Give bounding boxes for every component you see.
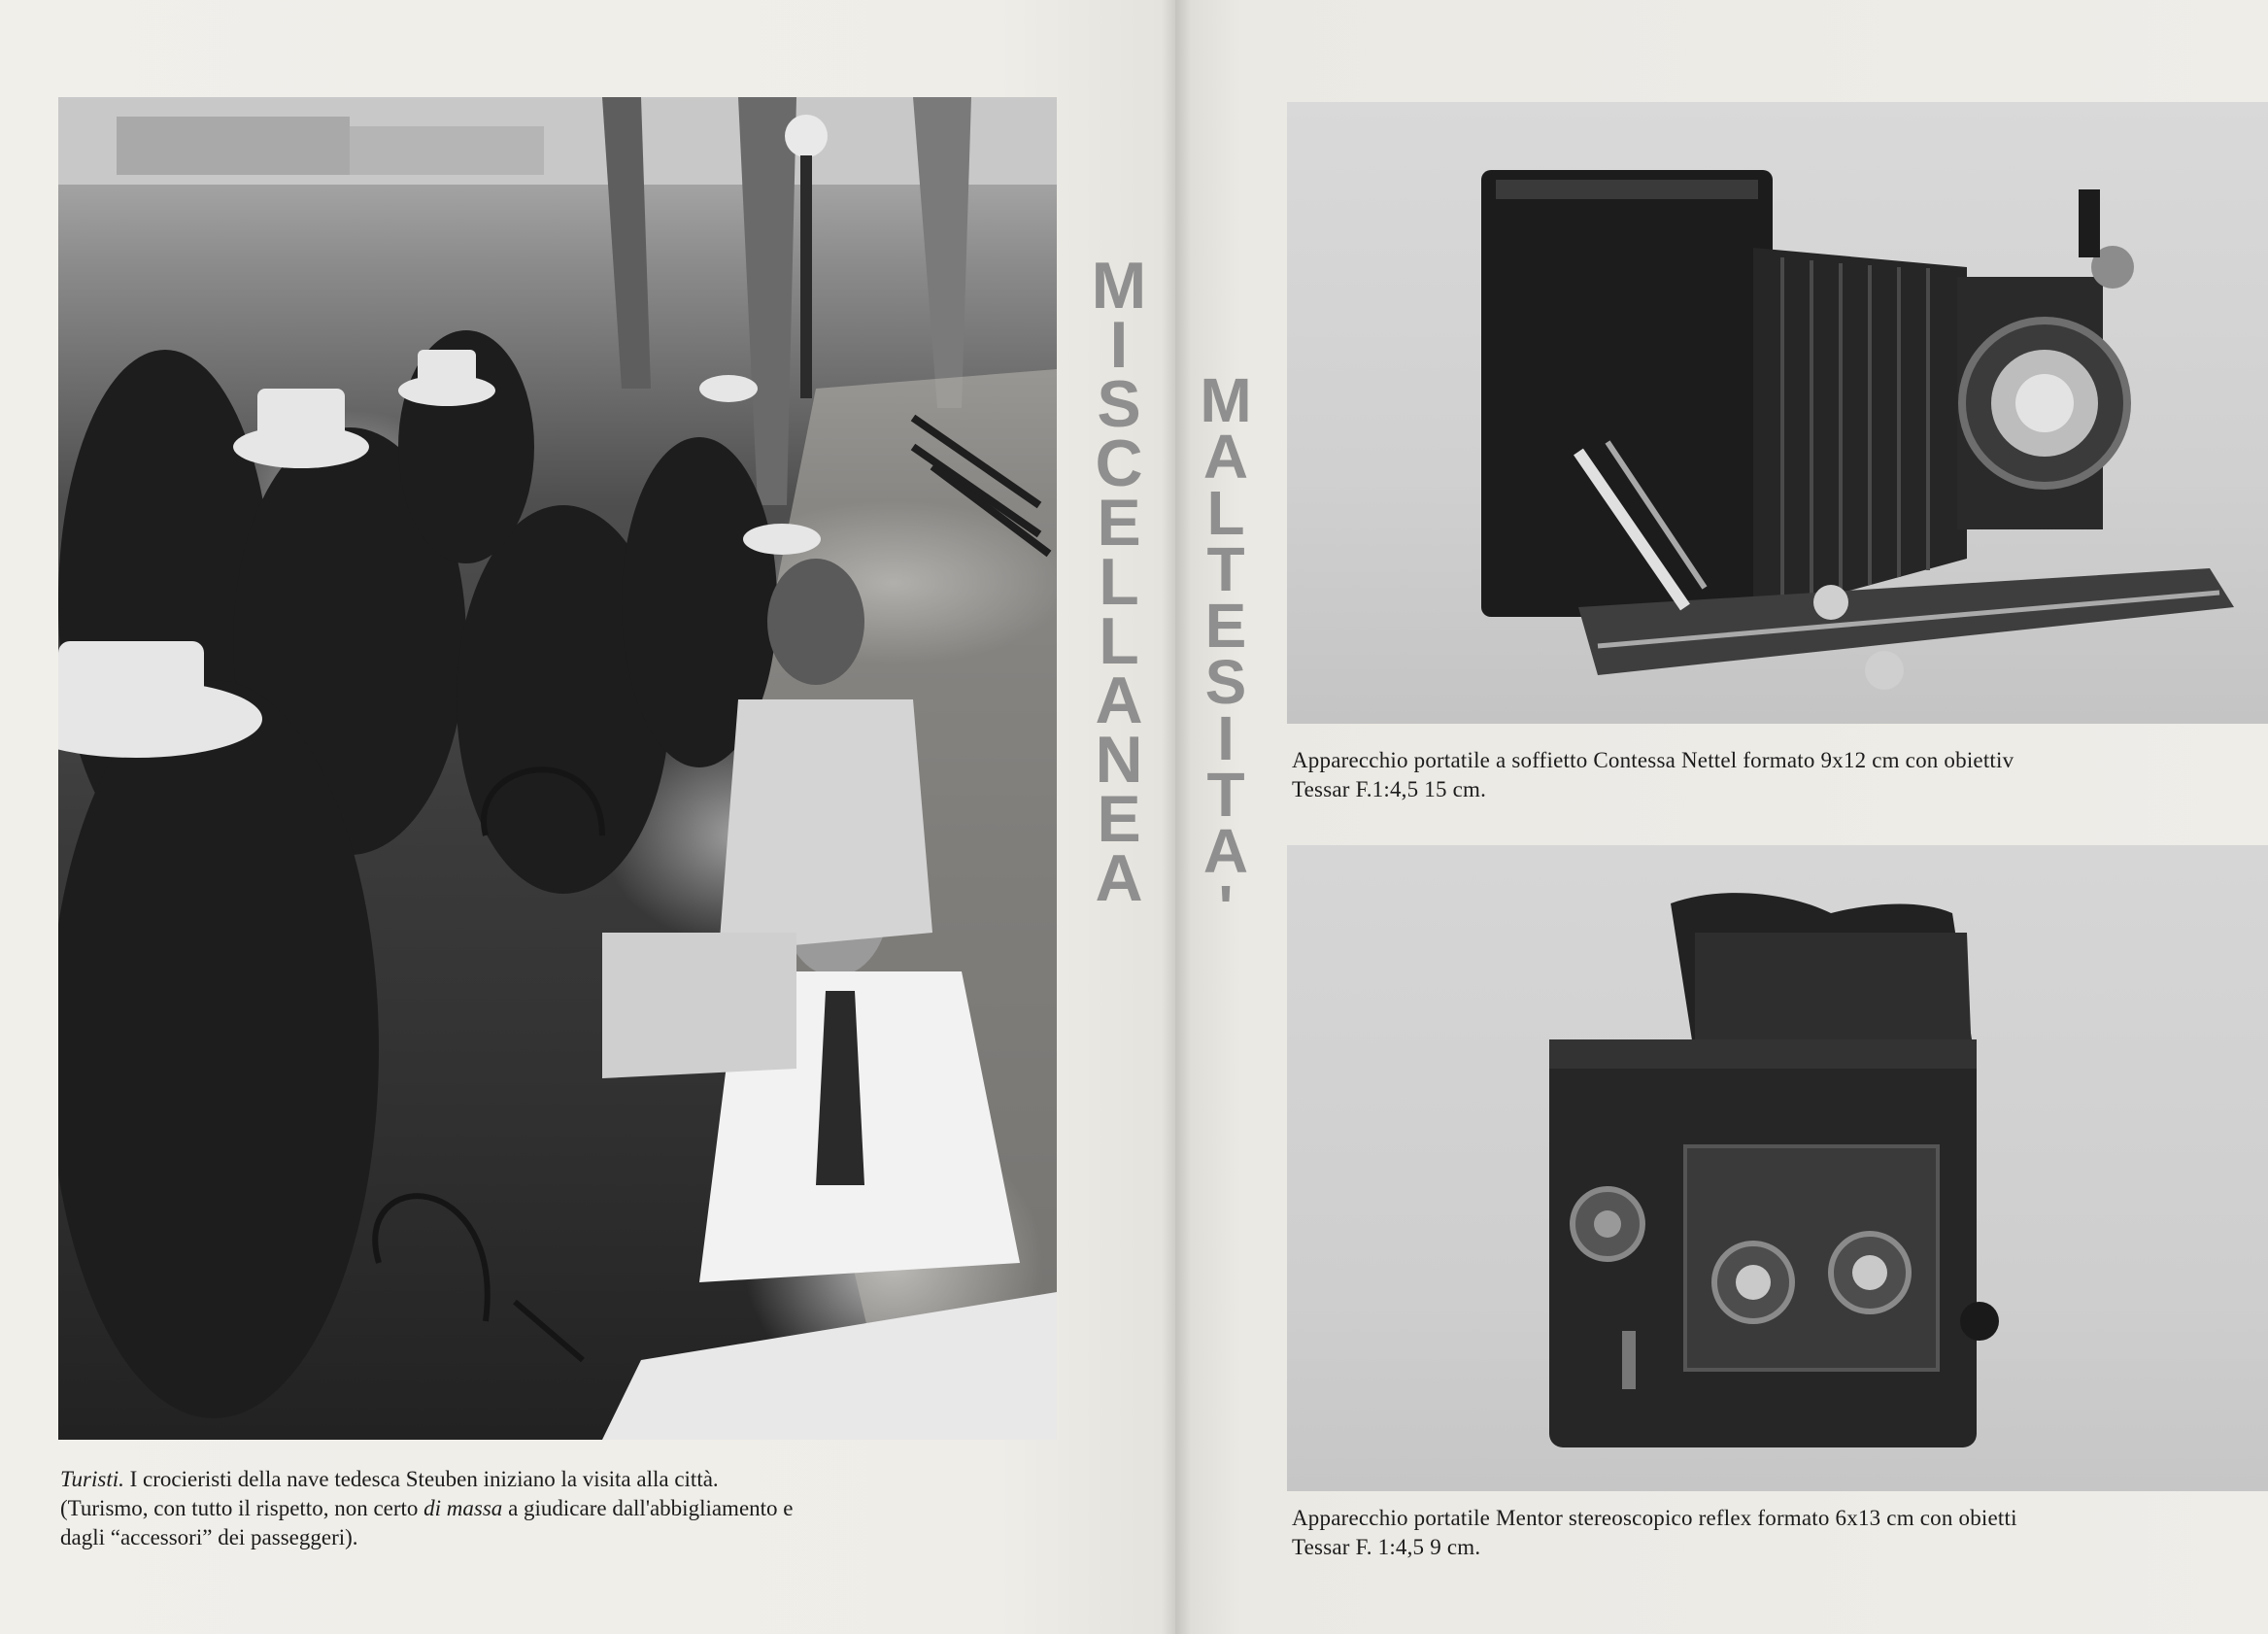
left-photo-caption — [60, 1465, 1061, 1552]
stereo-reflex-camera-illustration — [1287, 845, 2268, 1491]
miscellanea-letter: C — [1095, 426, 1143, 500]
maltesita-letter: ' — [1218, 872, 1234, 942]
miscellanea-letter: E — [1097, 782, 1141, 856]
miscellanea-letter: A — [1095, 841, 1143, 915]
miscellanea-letter: S — [1097, 367, 1141, 441]
miscellanea-letter: M — [1091, 249, 1147, 323]
maltesita-letter: L — [1206, 478, 1245, 548]
caption-line2-italic: di massa — [423, 1496, 503, 1520]
folding-camera-illustration — [1287, 102, 2268, 724]
mentor-camera-caption — [1292, 1504, 2263, 1562]
vertical-title-miscellanea — [1080, 249, 1158, 1302]
maltesita-letter: M — [1200, 365, 1252, 435]
mentor-caption-line2: Tessar F. 1:4,5 9 cm. — [1292, 1535, 1481, 1559]
contessa-caption-line2: Tessar F.1:4,5 15 cm. — [1292, 777, 1487, 801]
miscellanea-letter: L — [1099, 545, 1139, 619]
miscellanea-letter: L — [1099, 604, 1139, 678]
maltesita-letter: E — [1204, 591, 1247, 661]
caption-lead: Turisti. — [60, 1467, 124, 1491]
maltesita-letter: T — [1206, 534, 1245, 604]
caption-line3: dagli “accessori” dei passeggeri). — [60, 1525, 358, 1549]
miscellanea-letter: I — [1109, 308, 1129, 382]
maltesita-letter: A — [1202, 816, 1249, 886]
maltesita-letter: S — [1204, 647, 1247, 717]
maltesita-letter: A — [1202, 422, 1249, 492]
contessa-caption-line1: Apparecchio portatile a soffietto Contessa Nettel formato 9x12 cm con obiettiv — [1292, 748, 2014, 772]
miscellanea-letter: N — [1095, 723, 1143, 797]
maltesita-letter: I — [1217, 703, 1235, 773]
caption-line2-b: a giudicare dall'abbigliamento e — [502, 1496, 794, 1520]
vertical-title-maltesita — [1187, 365, 1265, 1282]
miscellanea-letter: E — [1097, 486, 1141, 560]
contessa-nettel-camera-photo — [1287, 102, 2268, 724]
mentor-stereo-camera-photo — [1287, 845, 2268, 1491]
miscellanea-letter: A — [1095, 664, 1143, 737]
caption-line1: I crocieristi della nave tedesca Steuben iniziano la visita alla città. — [123, 1467, 719, 1491]
contessa-camera-caption — [1292, 746, 2263, 804]
caption-line2-a: (Turismo, con tutto il rispetto, non certo — [60, 1496, 424, 1520]
tourists-photo — [58, 97, 1057, 1440]
tourists-photo-illustration — [58, 97, 1057, 1440]
mentor-caption-line1: Apparecchio portatile Mentor stereoscopico reflex formato 6x13 cm con obietti — [1292, 1506, 2017, 1530]
maltesita-letter: T — [1206, 760, 1245, 830]
